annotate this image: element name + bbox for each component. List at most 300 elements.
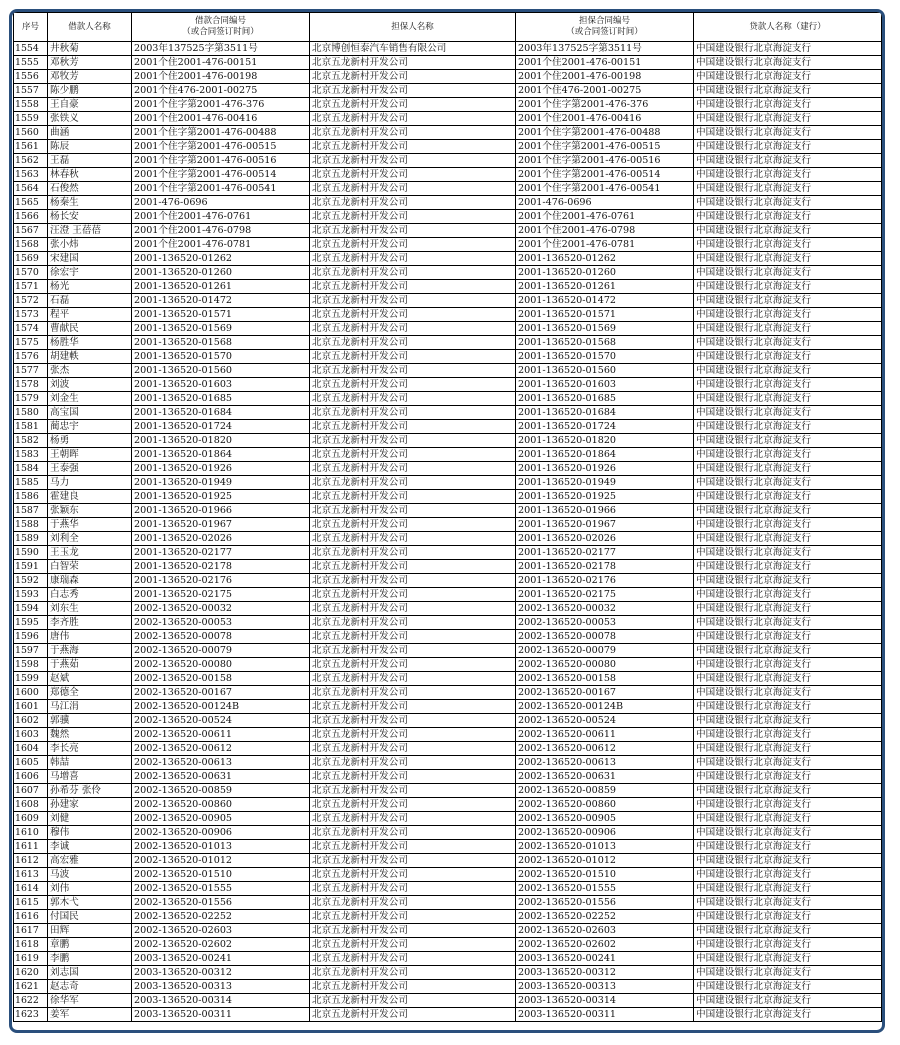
header-seq-label: 序号	[21, 21, 39, 32]
table-row	[14, 616, 882, 630]
lender-cell: 中国建设银行北京海淀支行	[694, 966, 882, 980]
loan-contract-cell: 2001-476-0696	[132, 196, 310, 210]
loan-contract-cell: 2001-136520-01568	[132, 336, 310, 350]
guarantor-cell: 北京五龙新村开发公司	[310, 994, 516, 1008]
borrower-cell: 马波	[48, 868, 132, 882]
table-row	[14, 812, 882, 826]
loan-contract-cell: 2002-136520-00906	[132, 826, 310, 840]
table-row	[14, 112, 882, 126]
lender-cell: 中国建设银行北京海淀支行	[694, 658, 882, 672]
guarantor-cell: 北京五龙新村开发公司	[310, 238, 516, 252]
lender-cell: 中国建设银行北京海淀支行	[694, 770, 882, 784]
guarantor-cell: 北京五龙新村开发公司	[310, 168, 516, 182]
lender-cell: 中国建设银行北京海淀支行	[694, 812, 882, 826]
table-row	[14, 406, 882, 420]
borrower-cell: 井秋菊	[48, 42, 132, 56]
guarantor-cell: 北京五龙新村开发公司	[310, 868, 516, 882]
header-guarantee-contract-label: 担保合同编号	[578, 16, 630, 26]
borrower-cell: 邓牧芳	[48, 70, 132, 84]
borrower-cell: 曹献民	[48, 322, 132, 336]
lender-cell: 中国建设银行北京海淀支行	[694, 504, 882, 518]
borrower-cell: 李诚	[48, 840, 132, 854]
loan-contract-cell: 2002-136520-00079	[132, 644, 310, 658]
borrower-cell: 高宏雅	[48, 854, 132, 868]
guarantor-cell: 北京五龙新村开发公司	[310, 686, 516, 700]
seq-cell: 1556	[14, 70, 48, 84]
lender-cell: 中国建设银行北京海淀支行	[694, 56, 882, 70]
guarantee-contract-cell: 2003年137525字第3511号	[516, 42, 694, 56]
lender-cell: 中国建设银行北京海淀支行	[694, 798, 882, 812]
table-row	[14, 658, 882, 672]
borrower-cell: 胡建軼	[48, 350, 132, 364]
lender-cell: 中国建设银行北京海淀支行	[694, 448, 882, 462]
lender-cell: 中国建设银行北京海淀支行	[694, 924, 882, 938]
table-row	[14, 854, 882, 868]
table-row	[14, 826, 882, 840]
loan-contract-cell: 2002-136520-01556	[132, 896, 310, 910]
guarantor-cell: 北京五龙新村开发公司	[310, 448, 516, 462]
guarantee-contract-cell: 2001-136520-02177	[516, 546, 694, 560]
guarantor-cell: 北京五龙新村开发公司	[310, 462, 516, 476]
lender-cell: 中国建设银行北京海淀支行	[694, 308, 882, 322]
lender-cell: 中国建设银行北京海淀支行	[694, 350, 882, 364]
borrower-cell: 石磊	[48, 294, 132, 308]
table-row	[14, 784, 882, 798]
loan-contract-cell: 2003-136520-00314	[132, 994, 310, 1008]
borrower-cell: 刘伟	[48, 882, 132, 896]
table-row	[14, 448, 882, 462]
table-row	[14, 532, 882, 546]
lender-cell: 中国建设银行北京海淀支行	[694, 126, 882, 140]
loan-contract-cell: 2002-136520-00124B	[132, 700, 310, 714]
borrower-cell: 刘健	[48, 812, 132, 826]
loan-contract-cell: 2001-136520-01603	[132, 378, 310, 392]
borrower-cell: 马江涓	[48, 700, 132, 714]
guarantor-cell: 北京五龙新村开发公司	[310, 966, 516, 980]
loan-contract-cell: 2002-136520-00167	[132, 686, 310, 700]
header-loan-contract-note: （或合同签订时间）	[182, 27, 259, 37]
guarantor-cell: 北京五龙新村开发公司	[310, 280, 516, 294]
header-guarantee-contract-note: （或合同签订时间）	[566, 27, 643, 37]
borrower-cell: 于燕茹	[48, 658, 132, 672]
guarantor-cell: 北京五龙新村开发公司	[310, 476, 516, 490]
guarantee-contract-cell: 2001-136520-01684	[516, 406, 694, 420]
seq-cell: 1606	[14, 770, 48, 784]
table-row	[14, 336, 882, 350]
seq-cell: 1595	[14, 616, 48, 630]
guarantee-contract-cell: 2001个住字第2001-476-00515	[516, 140, 694, 154]
guarantor-cell: 北京五龙新村开发公司	[310, 518, 516, 532]
table-row	[14, 420, 882, 434]
loan-contract-cell: 2002-136520-00032	[132, 602, 310, 616]
loan-contract-cell: 2001-136520-01966	[132, 504, 310, 518]
seq-cell: 1581	[14, 420, 48, 434]
table-row	[14, 224, 882, 238]
guarantor-cell: 北京五龙新村开发公司	[310, 574, 516, 588]
guarantee-contract-cell: 2001个住字第2001-476-00488	[516, 126, 694, 140]
lender-cell: 中国建设银行北京海淀支行	[694, 182, 882, 196]
borrower-cell: 杨光	[48, 280, 132, 294]
loan-contract-cell: 2001-136520-01569	[132, 322, 310, 336]
guarantee-contract-cell: 2002-136520-00611	[516, 728, 694, 742]
loan-contract-cell: 2002-136520-00524	[132, 714, 310, 728]
guarantee-contract-cell: 2002-136520-00124B	[516, 700, 694, 714]
lender-cell: 中国建设银行北京海淀支行	[694, 854, 882, 868]
loan-contract-cell: 2002-136520-00080	[132, 658, 310, 672]
table-row	[14, 140, 882, 154]
seq-cell: 1610	[14, 826, 48, 840]
seq-cell: 1579	[14, 392, 48, 406]
borrower-cell: 孙希芬 张伶	[48, 784, 132, 798]
lender-cell: 中国建设银行北京海淀支行	[694, 378, 882, 392]
guarantor-cell: 北京五龙新村开发公司	[310, 882, 516, 896]
lender-cell: 中国建设银行北京海淀支行	[694, 952, 882, 966]
loan-contract-cell: 2002-136520-00613	[132, 756, 310, 770]
guarantor-cell: 北京五龙新村开发公司	[310, 196, 516, 210]
seq-cell: 1617	[14, 924, 48, 938]
lender-cell: 中国建设银行北京海淀支行	[694, 546, 882, 560]
guarantee-contract-cell: 2001-136520-01262	[516, 252, 694, 266]
lender-cell: 中国建设银行北京海淀支行	[694, 588, 882, 602]
loan-contract-cell: 2001个住2001-476-0781	[132, 238, 310, 252]
header-loan-contract-label: 借款合同编号	[194, 16, 246, 26]
borrower-cell: 孙建家	[48, 798, 132, 812]
lender-cell: 中国建设银行北京海淀支行	[694, 224, 882, 238]
guarantee-contract-cell: 2001个住2001-476-0761	[516, 210, 694, 224]
loan-contract-cell: 2001-136520-01864	[132, 448, 310, 462]
guarantee-contract-cell: 2001-136520-01568	[516, 336, 694, 350]
guarantor-cell: 北京五龙新村开发公司	[310, 798, 516, 812]
guarantor-cell: 北京五龙新村开发公司	[310, 560, 516, 574]
guarantee-contract-cell: 2002-136520-01012	[516, 854, 694, 868]
borrower-cell: 穆伟	[48, 826, 132, 840]
borrower-cell: 陈少鹏	[48, 84, 132, 98]
loan-contract-cell: 2001个住2001-476-00151	[132, 56, 310, 70]
lender-cell: 中国建设银行北京海淀支行	[694, 644, 882, 658]
borrower-cell: 唐伟	[48, 630, 132, 644]
loan-contract-cell: 2001-136520-01926	[132, 462, 310, 476]
seq-cell: 1586	[14, 490, 48, 504]
guarantor-cell: 北京五龙新村开发公司	[310, 308, 516, 322]
loan-contract-cell: 2001个住字第2001-476-376	[132, 98, 310, 112]
borrower-cell: 曲涵	[48, 126, 132, 140]
guarantee-contract-cell: 2002-136520-01555	[516, 882, 694, 896]
guarantor-cell: 北京五龙新村开发公司	[310, 630, 516, 644]
guarantor-cell: 北京五龙新村开发公司	[310, 1008, 516, 1022]
table-row	[14, 42, 882, 56]
guarantor-cell: 北京五龙新村开发公司	[310, 378, 516, 392]
table-row	[14, 308, 882, 322]
borrower-cell: 付国民	[48, 910, 132, 924]
guarantee-contract-cell: 2001个住476-2001-00275	[516, 84, 694, 98]
loan-contract-cell: 2003-136520-00241	[132, 952, 310, 966]
borrower-cell: 王朝晖	[48, 448, 132, 462]
lender-cell: 中国建设银行北京海淀支行	[694, 490, 882, 504]
guarantee-contract-cell: 2002-136520-00078	[516, 630, 694, 644]
seq-cell: 1564	[14, 182, 48, 196]
borrower-cell: 蔺忠宇	[48, 420, 132, 434]
loan-contract-cell: 2002-136520-02603	[132, 924, 310, 938]
header-lender	[694, 13, 882, 42]
guarantee-contract-cell: 2002-136520-00032	[516, 602, 694, 616]
guarantee-contract-cell: 2002-136520-01510	[516, 868, 694, 882]
table-header	[14, 13, 882, 42]
table-row	[14, 504, 882, 518]
guarantee-contract-cell: 2001个住字第2001-476-00541	[516, 182, 694, 196]
guarantor-cell: 北京五龙新村开发公司	[310, 392, 516, 406]
borrower-cell: 赵志奇	[48, 980, 132, 994]
table-row	[14, 728, 882, 742]
guarantee-contract-cell: 2001-136520-01571	[516, 308, 694, 322]
guarantee-contract-cell: 2003-136520-00313	[516, 980, 694, 994]
guarantee-contract-cell: 2002-136520-00158	[516, 672, 694, 686]
lender-cell: 中国建设银行北京海淀支行	[694, 434, 882, 448]
seq-cell: 1598	[14, 658, 48, 672]
borrower-cell: 郭木弋	[48, 896, 132, 910]
table-row	[14, 980, 882, 994]
table-row	[14, 98, 882, 112]
seq-cell: 1560	[14, 126, 48, 140]
seq-cell: 1593	[14, 588, 48, 602]
borrower-cell: 李鹏	[48, 952, 132, 966]
guarantee-contract-cell: 2001-136520-01603	[516, 378, 694, 392]
header-guarantor	[310, 13, 516, 42]
lender-cell: 中国建设银行北京海淀支行	[694, 630, 882, 644]
header-lender-label: 贷款人名称（建行）	[749, 21, 826, 32]
loan-contract-cell: 2002-136520-01012	[132, 854, 310, 868]
seq-cell: 1604	[14, 742, 48, 756]
lender-cell: 中国建设银行北京海淀支行	[694, 294, 882, 308]
guarantee-contract-cell: 2001-136520-01724	[516, 420, 694, 434]
guarantor-cell: 北京五龙新村开发公司	[310, 294, 516, 308]
guarantor-cell: 北京博创恒泰汽车销售有限公司	[310, 42, 516, 56]
seq-cell: 1619	[14, 952, 48, 966]
lender-cell: 中国建设银行北京海淀支行	[694, 980, 882, 994]
guarantor-cell: 北京五龙新村开发公司	[310, 98, 516, 112]
guarantor-cell: 北京五龙新村开发公司	[310, 644, 516, 658]
header-borrower	[48, 13, 132, 42]
document-frame	[9, 9, 885, 1033]
borrower-cell: 郑德全	[48, 686, 132, 700]
guarantee-contract-cell: 2002-136520-00859	[516, 784, 694, 798]
seq-cell: 1561	[14, 140, 48, 154]
lender-cell: 中国建设银行北京海淀支行	[694, 84, 882, 98]
guarantor-cell: 北京五龙新村开发公司	[310, 742, 516, 756]
guarantor-cell: 北京五龙新村开发公司	[310, 336, 516, 350]
seq-cell: 1616	[14, 910, 48, 924]
loan-contract-cell: 2002-136520-00612	[132, 742, 310, 756]
table-row	[14, 840, 882, 854]
lender-cell: 中国建设银行北京海淀支行	[694, 672, 882, 686]
seq-cell: 1562	[14, 154, 48, 168]
borrower-cell: 王自豪	[48, 98, 132, 112]
table-row	[14, 560, 882, 574]
seq-cell: 1573	[14, 308, 48, 322]
loan-contract-cell: 2001个住2001-476-0761	[132, 210, 310, 224]
borrower-cell: 白智荣	[48, 560, 132, 574]
borrower-cell: 刘东生	[48, 602, 132, 616]
guarantor-cell: 北京五龙新村开发公司	[310, 126, 516, 140]
guarantor-cell: 北京五龙新村开发公司	[310, 756, 516, 770]
loan-contract-cell: 2002-136520-00631	[132, 770, 310, 784]
seq-cell: 1592	[14, 574, 48, 588]
guarantor-cell: 北京五龙新村开发公司	[310, 812, 516, 826]
lender-cell: 中国建设银行北京海淀支行	[694, 560, 882, 574]
table-row	[14, 280, 882, 294]
lender-cell: 中国建设银行北京海淀支行	[694, 616, 882, 630]
loan-contract-cell: 2001-136520-01570	[132, 350, 310, 364]
loan-contract-cell: 2001个住字第2001-476-00514	[132, 168, 310, 182]
borrower-cell: 康瑞森	[48, 574, 132, 588]
seq-cell: 1571	[14, 280, 48, 294]
borrower-cell: 魏然	[48, 728, 132, 742]
guarantee-contract-cell: 2001-136520-01472	[516, 294, 694, 308]
loan-contract-cell: 2001-136520-01684	[132, 406, 310, 420]
lender-cell: 中国建设银行北京海淀支行	[694, 210, 882, 224]
loan-contract-cell: 2001-136520-01820	[132, 434, 310, 448]
guarantor-cell: 北京五龙新村开发公司	[310, 434, 516, 448]
guarantee-contract-cell: 2001-136520-02176	[516, 574, 694, 588]
seq-cell: 1618	[14, 938, 48, 952]
loan-contract-cell: 2002-136520-01013	[132, 840, 310, 854]
loan-contract-cell: 2001-136520-01262	[132, 252, 310, 266]
seq-cell: 1623	[14, 1008, 48, 1022]
guarantor-cell: 北京五龙新村开发公司	[310, 532, 516, 546]
borrower-cell: 刘志国	[48, 966, 132, 980]
seq-cell: 1575	[14, 336, 48, 350]
loan-contract-cell: 2002-136520-01555	[132, 882, 310, 896]
loan-guarantee-table	[13, 12, 882, 1022]
lender-cell: 中国建设银行北京海淀支行	[694, 994, 882, 1008]
seq-cell: 1583	[14, 448, 48, 462]
borrower-cell: 张小炜	[48, 238, 132, 252]
table-body	[14, 42, 882, 1022]
seq-cell: 1570	[14, 266, 48, 280]
table-row	[14, 266, 882, 280]
lender-cell: 中国建设银行北京海淀支行	[694, 70, 882, 84]
seq-cell: 1597	[14, 644, 48, 658]
borrower-cell: 王泰强	[48, 462, 132, 476]
guarantee-contract-cell: 2001个住字第2001-476-376	[516, 98, 694, 112]
table-row	[14, 686, 882, 700]
guarantee-contract-cell: 2001-136520-01820	[516, 434, 694, 448]
table-row	[14, 126, 882, 140]
guarantee-contract-cell: 2001-136520-01966	[516, 504, 694, 518]
guarantee-contract-cell: 2002-136520-00524	[516, 714, 694, 728]
lender-cell: 中国建设银行北京海淀支行	[694, 406, 882, 420]
guarantor-cell: 北京五龙新村开发公司	[310, 658, 516, 672]
table-row	[14, 196, 882, 210]
guarantee-contract-cell: 2001个住字第2001-476-00516	[516, 154, 694, 168]
lender-cell: 中国建设银行北京海淀支行	[694, 868, 882, 882]
guarantor-cell: 北京五龙新村开发公司	[310, 854, 516, 868]
guarantor-cell: 北京五龙新村开发公司	[310, 70, 516, 84]
table-row	[14, 56, 882, 70]
loan-contract-cell: 2003年137525字第3511号	[132, 42, 310, 56]
header-loan-contract	[132, 13, 310, 42]
guarantor-cell: 北京五龙新村开发公司	[310, 140, 516, 154]
borrower-cell: 高宝国	[48, 406, 132, 420]
loan-contract-cell: 2001-136520-02177	[132, 546, 310, 560]
guarantee-contract-cell: 2001个住2001-476-00416	[516, 112, 694, 126]
lender-cell: 中国建设银行北京海淀支行	[694, 280, 882, 294]
lender-cell: 中国建设银行北京海淀支行	[694, 462, 882, 476]
table-row	[14, 924, 882, 938]
seq-cell: 1612	[14, 854, 48, 868]
borrower-cell: 章鹏	[48, 938, 132, 952]
seq-cell: 1609	[14, 812, 48, 826]
lender-cell: 中国建设银行北京海淀支行	[694, 476, 882, 490]
lender-cell: 中国建设银行北京海淀支行	[694, 700, 882, 714]
table-row	[14, 392, 882, 406]
table-row	[14, 168, 882, 182]
seq-cell: 1601	[14, 700, 48, 714]
header-borrower-label: 借款人名称	[68, 21, 111, 32]
loan-contract-cell: 2002-136520-02602	[132, 938, 310, 952]
loan-contract-cell: 2001-136520-01685	[132, 392, 310, 406]
borrower-cell: 韩喆	[48, 756, 132, 770]
loan-contract-cell: 2002-136520-00859	[132, 784, 310, 798]
guarantor-cell: 北京五龙新村开发公司	[310, 938, 516, 952]
table-row	[14, 714, 882, 728]
loan-contract-cell: 2001-136520-02175	[132, 588, 310, 602]
loan-contract-cell: 2001-136520-01472	[132, 294, 310, 308]
lender-cell: 中国建设银行北京海淀支行	[694, 518, 882, 532]
seq-cell: 1578	[14, 378, 48, 392]
lender-cell: 中国建设银行北京海淀支行	[694, 322, 882, 336]
seq-cell: 1567	[14, 224, 48, 238]
guarantor-cell: 北京五龙新村开发公司	[310, 322, 516, 336]
borrower-cell: 王玉龙	[48, 546, 132, 560]
lender-cell: 中国建设银行北京海淀支行	[694, 420, 882, 434]
borrower-cell: 于燕华	[48, 518, 132, 532]
seq-cell: 1584	[14, 462, 48, 476]
borrower-cell: 汪澄 王蓓蓓	[48, 224, 132, 238]
guarantee-contract-cell: 2001-136520-02026	[516, 532, 694, 546]
guarantee-contract-cell: 2002-136520-00613	[516, 756, 694, 770]
guarantor-cell: 北京五龙新村开发公司	[310, 210, 516, 224]
loan-contract-cell: 2001-136520-01560	[132, 364, 310, 378]
loan-contract-cell: 2001-136520-01571	[132, 308, 310, 322]
table-row	[14, 672, 882, 686]
table-row	[14, 322, 882, 336]
table-row	[14, 574, 882, 588]
borrower-cell: 陈辰	[48, 140, 132, 154]
lender-cell: 中国建设银行北京海淀支行	[694, 826, 882, 840]
borrower-cell: 徐华军	[48, 994, 132, 1008]
seq-cell: 1568	[14, 238, 48, 252]
seq-cell: 1587	[14, 504, 48, 518]
borrower-cell: 石俊然	[48, 182, 132, 196]
seq-cell: 1565	[14, 196, 48, 210]
seq-cell: 1572	[14, 294, 48, 308]
seq-cell: 1596	[14, 630, 48, 644]
lender-cell: 中国建设银行北京海淀支行	[694, 364, 882, 378]
loan-contract-cell: 2001-136520-01949	[132, 476, 310, 490]
table-row	[14, 952, 882, 966]
table-row	[14, 1008, 882, 1022]
loan-contract-cell: 2001个住字第2001-476-00515	[132, 140, 310, 154]
table-row	[14, 868, 882, 882]
table-row	[14, 350, 882, 364]
guarantee-contract-cell: 2002-136520-00079	[516, 644, 694, 658]
loan-contract-cell: 2001-136520-01925	[132, 490, 310, 504]
borrower-cell: 于燕海	[48, 644, 132, 658]
lender-cell: 中国建设银行北京海淀支行	[694, 882, 882, 896]
table-row	[14, 700, 882, 714]
guarantor-cell: 北京五龙新村开发公司	[310, 700, 516, 714]
seq-cell: 1590	[14, 546, 48, 560]
